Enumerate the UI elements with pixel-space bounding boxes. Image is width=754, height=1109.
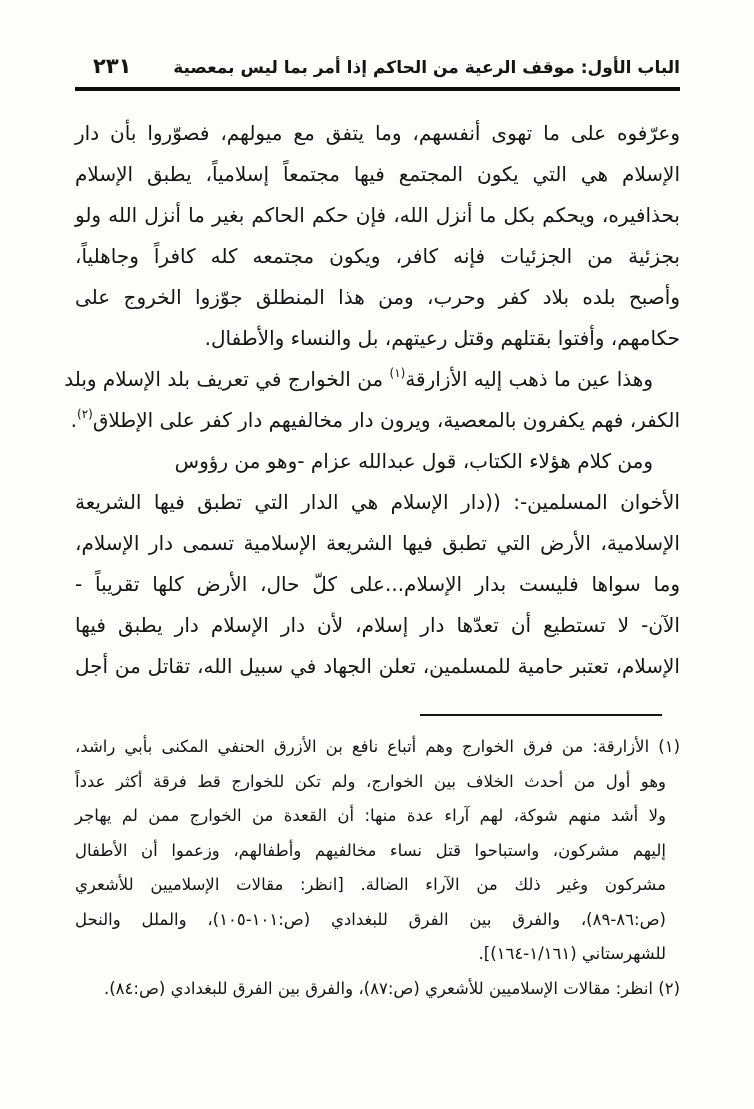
text-line: الأخوان المسلمين-: ((دار الإسلام هي الدار التي تطبق فيها الشريعة [75,490,680,514]
text-segment: وهذا عين ما ذهب إليه الأزارقة [405,367,653,391]
paragraph-2 [64,359,680,441]
footnote-line: (١) الأزارقة: من فرق الخوارج وهم أتباع نافع بن الأزرق الحنفي المكنى بأبي راشد، [75,737,680,756]
text-line: الآن- لا تستطيع أن تعدّها دار إسلام، لأن دار الإسلام دار يطبق فيها [75,613,680,637]
text-line: وما سواها فليست بدار الإسلام...على كلّ حال، الأرض كلها تقريباً - [75,572,680,596]
footnotes-section [75,730,680,1006]
text-segment: الكفر، فهم يكفرون بالمعصية، ويرون دار مخالفيهم دار كفر على الإطلاق [92,408,680,432]
footnote-separator [420,714,662,716]
footnote-line: وهو أول من أحدث الخلاف بين الخوارج، ولم تكن للخوارج قط فرقة أكثر عدداً [75,771,666,791]
body-text [64,113,680,687]
text-line: الإسلام، تعتبر حامية للمسلمين، تعلن الجهاد في سبيل الله، تقاتل من أجل [75,654,680,678]
text-line: ومن كلام هؤلاء الكتاب، قول عبدالله عزام -وهو من رؤوس [174,449,653,473]
footnote-line: ولا أشد منهم شوكة، لهم آراء عدة منها: أن القعدة من الخوارج ممن لم يهاجر [75,806,666,825]
text-segment: . [70,408,77,432]
text-line [70,400,680,441]
page-header [75,54,680,91]
footnote-line: مشركون وغير ذلك من الآراء الضالة. [انظر: مقالات الإسلاميين للأشعري [75,875,666,894]
text-line: بحذافيره، ويحكم بكل ما أنزل الله، فإن حكم الحاكم بغير ما أنزل الله ولو [75,203,680,227]
footnote-ref-1: (١) [389,366,406,380]
footnote-2 [75,972,680,1007]
footnote-1 [75,730,680,972]
footnote-line: إليهم مشركون، واستباحوا قتل نساء مخالفيهم وأطفالهم، وزعموا أن الأطفال [75,840,666,860]
text-line: الإسلامية، الأرض التي تطبق فيها الشريعة الإسلامية تسمى دار الإسلام، [75,531,680,555]
paragraph-3 [75,441,680,687]
footnote-ref-2: (٢) [77,407,93,421]
page-number: ٢٣١ [93,54,132,78]
text-line: بجزئية من الجزئيات فإنه كافر، ويكون مجتمعه كله كافراً وجاهلياً، [75,244,680,268]
footnote-line: للشهرستاني (١/١٦١-١٦٤)]. [478,944,666,963]
chapter-title: الباب الأول: موقف الرعية من الحاكم إذا أمر بما ليس بمعصية [173,58,680,78]
text-line: وأصبح بلده بلاد كفر وحرب، ومن هذا المنطلق جوّزوا الخروج على [75,285,680,309]
text-segment: من الخوارج في تعريف بلد الإسلام وبلد [64,367,390,391]
footnote-line: (٢) انظر: مقالات الإسلاميين للأشعري (ص:٨٧)، والفرق بين الفرق للبغدادي (ص:٨٤). [103,978,680,998]
paragraph-1 [75,113,680,359]
text-line [64,359,680,400]
text-line: وعرّفوه على ما تهوى أنفسهم، وما يتفق مع ميولهم، فصوّروا بأن دار [75,121,680,145]
text-line: حكامهم، وأفتوا بقتلهم وقتل رعيتهم، بل والنساء والأطفال. [204,326,680,350]
footnote-line: (ص:٨٦-٨٩)، والفرق بين الفرق للبغدادي (ص:١٠١-١٠٥)، والملل والنحل [75,909,666,929]
text-line: الإسلام هي التي يكون المجتمع فيها مجتمعاً إسلامياً، يطبق الإسلام [75,162,680,186]
